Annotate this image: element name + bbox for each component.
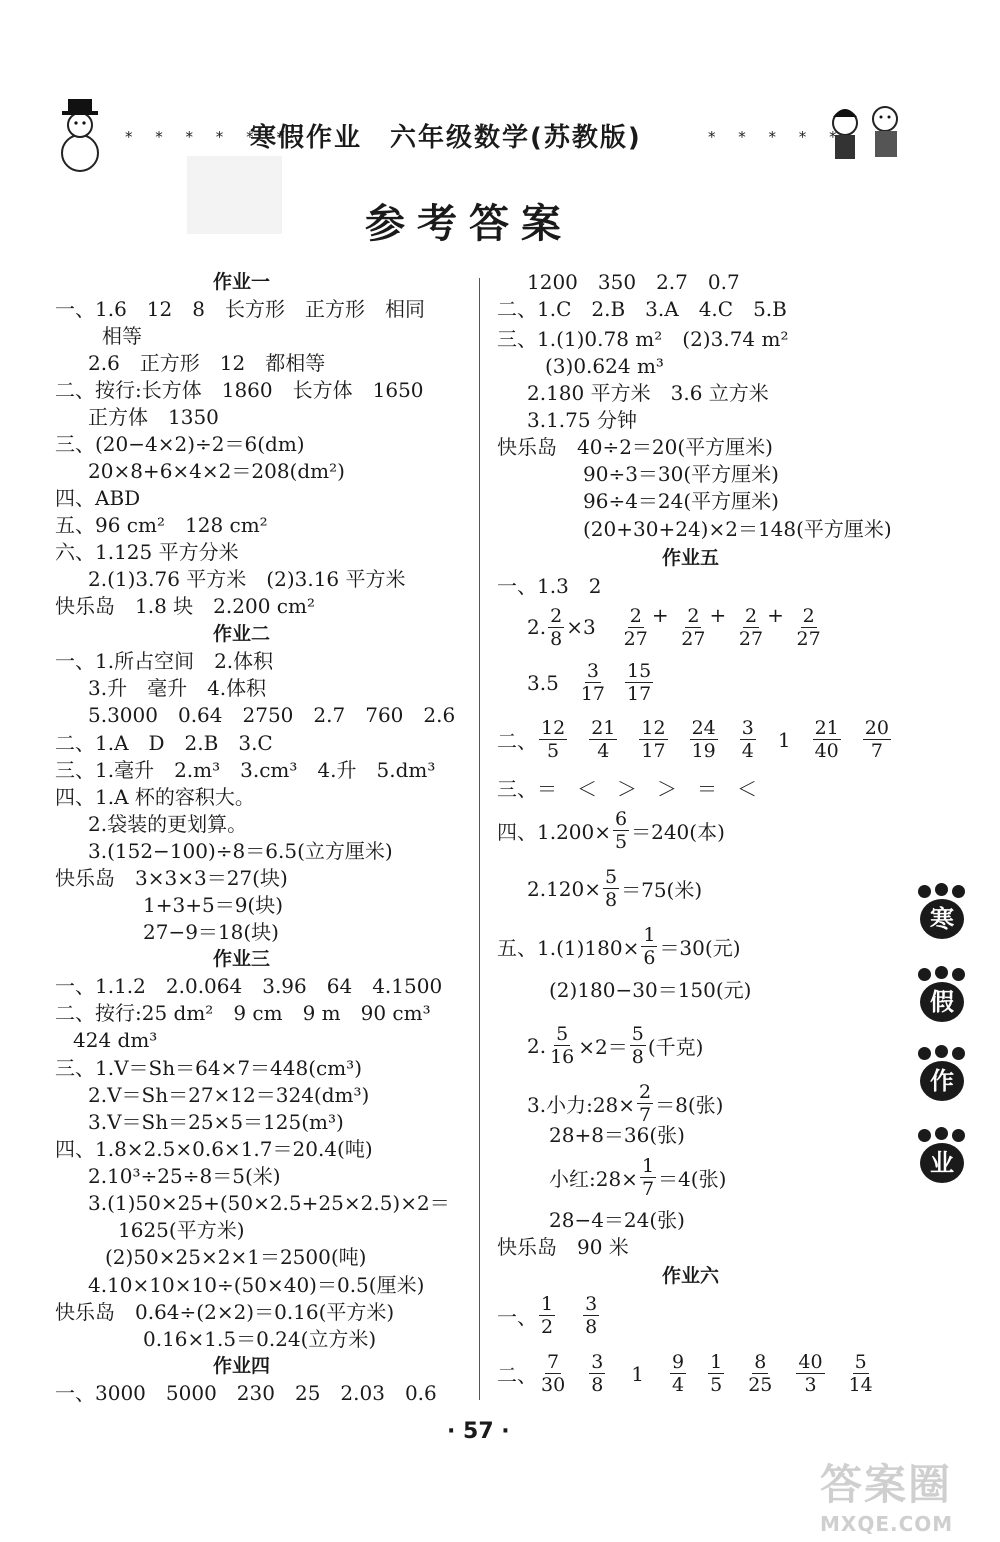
paw-badge — [912, 966, 972, 1026]
fraction: $\frac{1}{6}$ — [643, 924, 656, 969]
page-number: · 57 · — [447, 1419, 510, 1444]
fraction: $\frac{3}{8}$ — [585, 1293, 598, 1338]
fraction: $\frac{2}{27}$ — [796, 604, 821, 650]
answer-line: 2.10³÷25÷8＝5(米) — [88, 1164, 281, 1188]
line-prefix: 二、 — [497, 729, 537, 753]
answer-line: 3.1.75 分钟 — [527, 408, 637, 432]
fraction: $\frac{1}{7}$ — [641, 1155, 655, 1200]
section-heading: 作业六 — [662, 1265, 720, 1287]
fraction: $\frac{3}{17}$ — [580, 660, 605, 705]
line-prefix: 3.小力:28× — [527, 1093, 636, 1117]
answer-line: 快乐岛 90 米 — [497, 1235, 629, 1259]
answer-line: (2)180−30＝150(元) — [549, 978, 752, 1002]
answer-line: 2.(1)3.76 平方米 (2)3.16 平方米 — [88, 567, 406, 591]
answer-line: 424 dm³ — [73, 1028, 158, 1052]
line-prefix: 二、 — [497, 1363, 537, 1387]
line-prefix: 五、1.(1)180× — [497, 936, 640, 960]
paw-badge — [912, 1045, 972, 1105]
page-title: 参考答案 — [365, 201, 573, 247]
fraction-line — [549, 1155, 726, 1200]
answer-line: 二、按行:25 dm² 9 cm 9 m 90 cm³ — [55, 1001, 431, 1025]
fraction: $\frac{9}{4}$ — [672, 1351, 685, 1396]
fraction: $\frac{7}{30}$ — [541, 1351, 566, 1396]
answer-line: 5.3000 0.64 2750 2.7 760 2.6 — [88, 703, 456, 727]
stars-right: * * * * * — [708, 128, 846, 146]
line-suffix: ＝75(米) — [621, 878, 703, 902]
answer-line: 快乐岛 40÷2＝20(平方厘米) — [497, 435, 773, 459]
answer-line: 一、1.1.2 2.0.064 3.96 64 4.1500 — [55, 974, 443, 998]
fraction-line — [497, 808, 725, 853]
line-suffix: (千克) — [647, 1035, 704, 1059]
answer-line: 1200 350 2.7 0.7 — [527, 270, 740, 294]
fraction: $\frac{2}{7}$ — [639, 1081, 652, 1126]
fraction: $\frac{12}{17}$ — [641, 717, 666, 762]
header-title: 寒假作业 六年级数学(苏教版) — [250, 123, 642, 153]
badge-char: 寒 — [930, 905, 954, 933]
line-suffix: ＝30(元) — [659, 936, 741, 960]
answer-line: 二、按行:长方体 1860 长方体 1650 — [55, 378, 424, 402]
fraction: $\frac{2}{27}$ — [738, 604, 764, 650]
line-suffix: ＝4(张) — [658, 1167, 727, 1191]
line-prefix: 小红:28× — [549, 1167, 638, 1191]
answer-line: 3.(152−100)÷8＝6.5(立方厘米) — [88, 839, 393, 863]
watermark — [820, 1452, 953, 1536]
section-heading: 作业一 — [213, 271, 271, 293]
fraction: $\frac{40}{3}$ — [798, 1351, 823, 1396]
fraction: $\frac{5}{14}$ — [848, 1351, 873, 1396]
answer-line: 2.V＝Sh＝27×12＝324(dm³) — [88, 1083, 370, 1107]
answer-line: 三、1.V＝Sh＝64×7＝448(cm³) — [55, 1056, 363, 1080]
fraction-line — [527, 660, 655, 705]
answer-line: 2.180 平方米 3.6 立方米 — [527, 381, 769, 405]
answer-line: 五、96 cm² 128 cm² — [55, 513, 268, 537]
operator: ×3 — [566, 615, 596, 639]
answer-line: 3.(1)50×25+(50×2.5+25×2.5)×2＝ — [88, 1191, 450, 1215]
answer-line: 六、1.125 平方分米 — [55, 540, 239, 564]
answer-line: 90÷3＝30(平方厘米) — [583, 462, 779, 486]
fraction: $\frac{12}{5}$ — [541, 717, 566, 762]
answer-line: 四、1.A 杯的容积大。 — [55, 785, 255, 809]
fraction-line — [497, 1293, 601, 1338]
fraction: $\frac{1}{5}$ — [710, 1351, 723, 1396]
answer-line: 2.袋装的更划算。 — [88, 812, 248, 836]
answer-line: 一、1.6 12 8 长方形 正方形 相同 — [55, 297, 425, 321]
watermark-url: MXQE.COM — [820, 1512, 954, 1536]
stars-left: * * * * * * — [125, 128, 293, 146]
answer-line: 正方体 1350 — [88, 405, 219, 429]
answer-line: 96÷4＝24(平方厘米) — [583, 489, 779, 513]
line-suffix: ＝8(张) — [655, 1093, 724, 1117]
answer-line: 四、1.8×2.5×0.6×1.7＝20.4(吨) — [55, 1137, 373, 1161]
answer-line: 3.升 毫升 4.体积 — [88, 676, 267, 700]
whole-number: 1 — [631, 1361, 645, 1386]
fraction: $\frac{21}{40}$ — [814, 717, 839, 762]
answer-line: 一、1.3 2 — [497, 574, 602, 598]
fraction: $\frac{1}{2}$ — [541, 1293, 554, 1338]
fraction: $\frac{8}{25}$ — [748, 1351, 773, 1396]
line-prefix: 2. — [527, 615, 547, 639]
answer-line: 27−9＝18(块) — [143, 920, 279, 944]
fraction: $\frac{5}{8}$ — [605, 866, 618, 911]
line-prefix: 一、 — [497, 1305, 537, 1329]
fraction-line — [497, 924, 741, 969]
whole-number: 1 — [777, 727, 791, 752]
fraction-line — [527, 1081, 723, 1126]
answer-line: 2.6 正方形 12 都相等 — [88, 351, 326, 375]
fraction: $\frac{2}{8}$ — [550, 604, 563, 650]
answer-line: 1625(平方米) — [118, 1218, 245, 1242]
fraction: $\frac{15}{17}$ — [627, 660, 652, 705]
answer-line: 三、1.(1)0.78 m² (2)3.74 m² — [497, 327, 789, 351]
answer-line: 四、ABD — [55, 486, 141, 510]
line-prefix: 四、1.200× — [497, 820, 612, 844]
column-divider — [479, 278, 480, 1400]
operator: ×2＝ — [578, 1035, 628, 1059]
answer-line: 相等 — [102, 324, 142, 348]
answer-line: 4.10×10×10÷(50×40)＝0.5(厘米) — [88, 1273, 425, 1297]
answer-line: 一、1.所占空间 2.体积 — [55, 649, 274, 673]
fraction-line — [527, 866, 702, 911]
line-suffix: ＝240(本) — [631, 820, 725, 844]
answer-line: 20×8+6×4×2＝208(dm²) — [88, 459, 345, 483]
answer-line: 三、(20−4×2)÷2＝6(dm) — [55, 432, 305, 456]
section-heading: 作业五 — [662, 547, 720, 569]
fraction: $\frac{2}{27}$ — [681, 604, 706, 650]
answer-line: 28−4＝24(张) — [549, 1208, 685, 1232]
answer-line: 28+8＝36(张) — [549, 1123, 685, 1147]
answer-line: 1+3+5＝9(块) — [143, 893, 284, 917]
answer-line: 二、1.A D 2.B 3.C — [55, 731, 273, 755]
fraction: $\frac{5}{16}$ — [550, 1023, 575, 1068]
fraction: $\frac{24}{19}$ — [691, 717, 716, 762]
fraction: $\frac{2}{27}$ — [623, 604, 648, 650]
line-prefix: 3.5 — [527, 670, 559, 695]
fraction-line: 2. $\frac{2}{8}$ ×3 $\frac{2}{27}$ + $\frac{2}{27}$ + $\frac{2}{27}$ + $\frac{2}{27}$ — [527, 603, 821, 650]
answer-line: 0.16×1.5＝0.24(立方米) — [143, 1327, 377, 1351]
answer-line: 二、1.C 2.B 3.A 4.C 5.B — [497, 297, 787, 321]
snowman-icon — [40, 95, 120, 175]
answer-line: 三、＝ ＜ ＞ ＞ ＝ ＜ — [497, 777, 757, 801]
section-heading: 作业三 — [213, 948, 271, 970]
answer-line: 一、3000 5000 230 25 2.03 0.6 — [55, 1381, 437, 1405]
line-prefix: 2. — [527, 1033, 547, 1058]
answer-line: (3)0.624 m³ — [545, 354, 664, 378]
fraction-line — [527, 1023, 703, 1068]
paw-badge — [912, 883, 972, 943]
fraction: $\frac{5}{8}$ — [631, 1023, 644, 1068]
blank-patch — [187, 156, 282, 234]
answer-line: 快乐岛 0.64÷(2×2)＝0.16(平方米) — [55, 1300, 395, 1324]
fraction-line — [497, 1351, 877, 1396]
fraction-line — [497, 717, 893, 762]
line-prefix: 2.120× — [527, 876, 602, 901]
answer-line: 快乐岛 3×3×3＝27(块) — [55, 866, 288, 890]
section-heading: 作业二 — [213, 623, 271, 645]
badge-char: 假 — [930, 988, 954, 1016]
badge-char: 业 — [930, 1149, 954, 1177]
answer-line: 快乐岛 1.8 块 2.200 cm² — [55, 594, 315, 618]
badge-char: 作 — [930, 1067, 954, 1095]
fraction: $\frac{6}{5}$ — [615, 808, 628, 853]
fraction: $\frac{21}{4}$ — [591, 717, 616, 762]
fraction: $\frac{20}{7}$ — [864, 717, 889, 762]
fraction: $\frac{3}{4}$ — [741, 717, 754, 762]
answer-line: (2)50×25×2×1＝2500(吨) — [105, 1245, 367, 1269]
section-heading: 作业四 — [213, 1355, 271, 1377]
paw-badge — [912, 1127, 972, 1187]
watermark-logo: 答案圈 — [820, 1460, 953, 1509]
answer-line: (20+30+24)×2＝148(平方厘米) — [583, 517, 892, 541]
fraction: $\frac{3}{8}$ — [591, 1351, 604, 1396]
answer-line: 三、1.毫升 2.m³ 3.cm³ 4.升 5.dm³ — [55, 758, 436, 782]
answer-line: 3.V＝Sh＝25×5＝125(m³) — [88, 1110, 344, 1134]
